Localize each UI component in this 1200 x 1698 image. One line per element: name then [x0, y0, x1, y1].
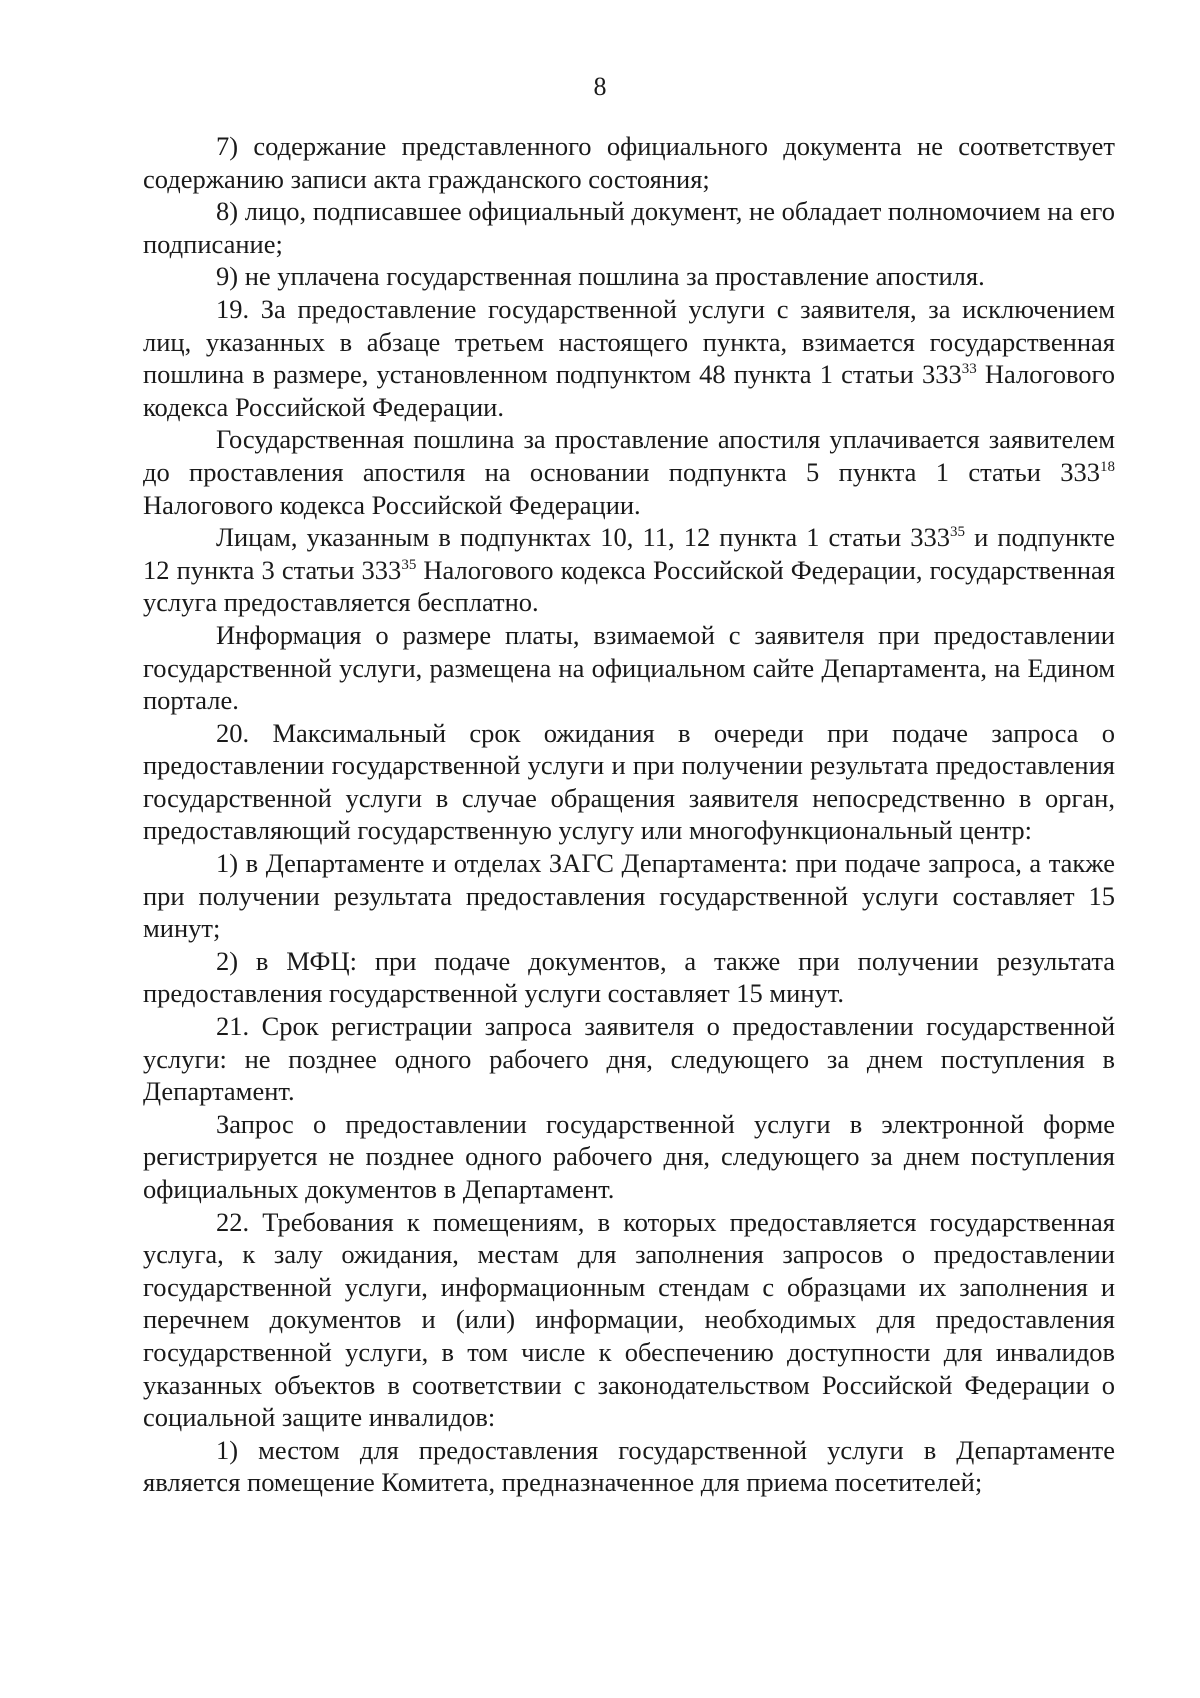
- paragraph-clause-20-item-1: [143, 847, 1115, 945]
- superscript: 33: [961, 361, 977, 378]
- text-run: Запрос о предоставлении государственной услуги в электронной форме регистрируется не позднее одного рабочего дня, следующего за днем поступления официальных документов в Департамент.: [143, 1108, 1115, 1204]
- paragraph-clause-22-item-1: [143, 1434, 1115, 1499]
- text-run: 9) не уплачена государственная пошлина за проставление апостиля.: [216, 261, 985, 292]
- document-body: [143, 130, 1115, 1499]
- paragraph-fee-information: [143, 619, 1115, 717]
- paragraph-clause-21: [143, 1010, 1115, 1108]
- text-run: 8) лицо, подписавшее официальный документ, не обладает полномочием на его подписание;: [143, 196, 1115, 259]
- paragraph-clause-20-item-2: [143, 945, 1115, 1010]
- paragraph-clause-19: [143, 293, 1115, 423]
- text-run: Налогового кодекса Российской Федерации, государственная услуга предоставляется бесплатно.: [143, 554, 1116, 618]
- paragraph-electronic-request: [143, 1108, 1115, 1206]
- text-run: 1) в Департаменте и отделах ЗАГС Департамента: при подаче запроса, а также при получении результата предоставления государственной услуги составляет 15 минут;: [143, 848, 1115, 944]
- text-run: 21. Срок регистрации запроса заявителя о предоставлении государственной услуги: не позднее одного рабочего дня, следующего за днем поступления в Департамент.: [143, 1011, 1115, 1107]
- superscript: 18: [1100, 458, 1115, 475]
- text-run: Информация о размере платы, взимаемой с заявителя при предоставлении государственной услуги, размещена на официальном сайте Департамента, на Едином портале.: [143, 619, 1115, 716]
- paragraph-fee-exemption: [143, 521, 1115, 619]
- text-run: и подпункте 12 пункта 3 статьи 333: [143, 522, 1115, 585]
- paragraph-item-9: [143, 260, 1115, 293]
- text-run: 19. За предоставление государственной услуги с заявителя, за исключением лиц, указанных в абзаце третьем настоящего пункта, взимается государственная пошлина в размере, установленном подпунктом 48 пункта 1 статьи 333: [143, 293, 1115, 390]
- text-run: 2) в МФЦ: при подаче документов, а также при получении результата предоставления государственной услуги составляет 15 минут.: [143, 945, 1115, 1009]
- paragraph-clause-20: [143, 717, 1115, 847]
- text-run: Налогового кодекса Российской Федерации.: [143, 359, 1115, 422]
- text-run: Налогового кодекса Российской Федерации.: [143, 489, 641, 520]
- paragraph-clause-22: [143, 1206, 1115, 1434]
- text-run: Государственная пошлина за проставление апостиля уплачивается заявителем до проставления апостиля на основании подпункта 5 пункта 1 статьи 333: [143, 424, 1115, 487]
- text-run: 22. Требования к помещениям, в которых предоставляется государственная услуга, к залу ожидания, местам для заполнения запросов о предоставлении государственной услуги, информационным стендам с образцами их заполнения и перечнем документов и (или) информации, необходимых для предоставления государственной услуги, в том числе к обеспечению доступности для инвалидов указанных объектов в соответствии с законодательством Российской Федерации о социальной защите инвалидов:: [143, 1206, 1115, 1433]
- paragraph-apostille-fee: [143, 423, 1115, 521]
- text-run: 7) содержание представленного официального документа не соответствует содержанию записи акта гражданского состояния;: [143, 131, 1115, 194]
- text-run: 20. Максимальный срок ожидания в очереди при подаче запроса о предоставлении государственной услуги и при получении результата предоставления государственной услуги в случае обращения заявителя непосредственно в орган, предоставляющий государственную услугу или многофункциональный центр:: [143, 717, 1115, 846]
- paragraph-item-8: [143, 195, 1115, 260]
- paragraph-item-7: [143, 130, 1115, 195]
- text-run: Лицам, указанным в подпунктах 10, 11, 12 пункта 1 статьи 333: [216, 522, 950, 553]
- superscript: 35: [949, 524, 965, 541]
- page-number: 8: [593, 72, 607, 101]
- superscript: 35: [401, 556, 417, 573]
- text-run: 1) местом для предоставления государственной услуги в Департаменте является помещение Комитета, предназначенное для приема посетителей;: [143, 1434, 1115, 1498]
